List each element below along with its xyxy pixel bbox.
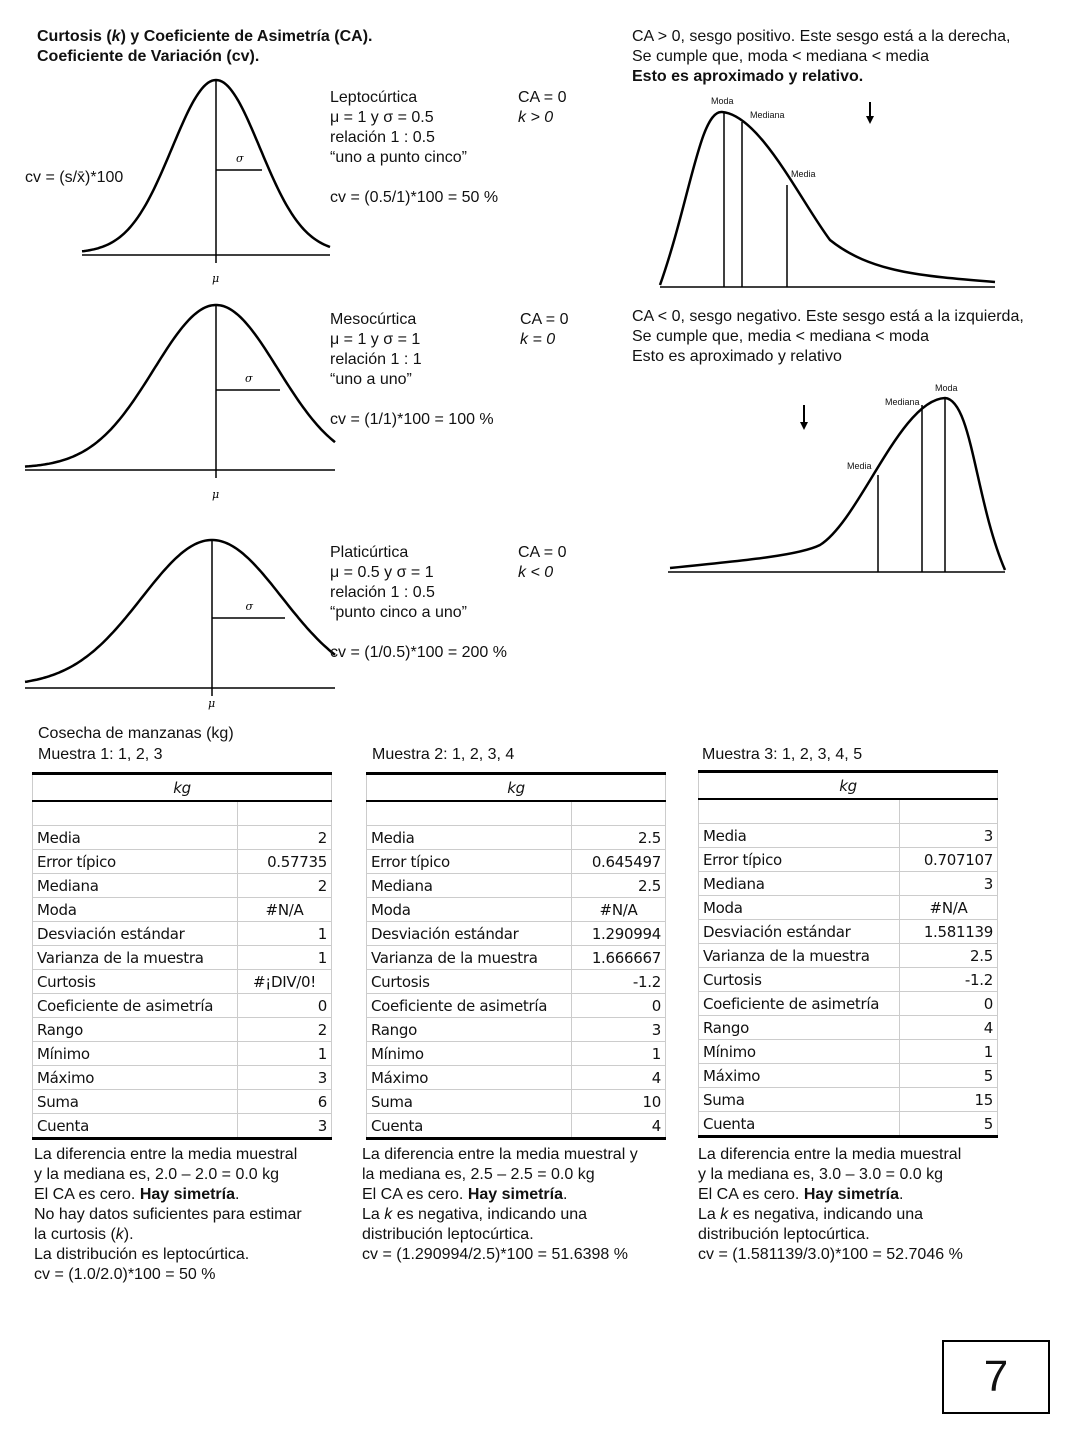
stat-value: -1.2 xyxy=(572,970,666,994)
table-row xyxy=(33,946,332,970)
stat-label: Rango xyxy=(367,1018,572,1042)
stat-value: 4 xyxy=(572,1114,666,1139)
moda-label: Moda xyxy=(711,96,734,106)
stat-value: 2 xyxy=(238,826,332,850)
table-row xyxy=(367,874,666,898)
negative-skew-curve xyxy=(670,398,1005,570)
table-row xyxy=(367,1114,666,1139)
stat-label: Varianza de la muestra xyxy=(699,944,900,968)
stat-value: 3 xyxy=(572,1018,666,1042)
stat-value: 0.645497 xyxy=(572,850,666,874)
table-row xyxy=(33,826,332,850)
bell-curve xyxy=(82,80,330,251)
table-row xyxy=(699,1016,998,1040)
table-row xyxy=(367,922,666,946)
curve-coefficients: CA = 0 k < 0 xyxy=(518,544,567,581)
stat-label: Suma xyxy=(699,1088,900,1112)
stat-value: 15 xyxy=(900,1088,998,1112)
sample-title: Muestra 2: 1, 2, 3, 4 xyxy=(372,746,515,763)
stat-value: 1 xyxy=(238,946,332,970)
stat-label: Desviación estándar xyxy=(33,922,238,946)
curve-coefficients: CA = 0 k > 0 xyxy=(518,89,567,126)
stat-value: #N/A xyxy=(572,898,666,922)
table-row xyxy=(699,896,998,920)
stat-label: Media xyxy=(33,826,238,850)
mu-label: μ xyxy=(208,697,216,710)
stat-value: 0.57735 xyxy=(238,850,332,874)
stat-label: Moda xyxy=(367,898,572,922)
media-label: Media xyxy=(847,461,872,471)
stat-value: #N/A xyxy=(900,896,998,920)
stat-label: Cuenta xyxy=(367,1114,572,1139)
arrow-down-icon xyxy=(800,422,808,430)
table-row xyxy=(367,994,666,1018)
stat-value: #¡DIV/0! xyxy=(238,970,332,994)
stat-value: 5 xyxy=(900,1112,998,1137)
stat-value: 3 xyxy=(900,824,998,848)
stat-label: Mínimo xyxy=(699,1040,900,1064)
table-header: kg xyxy=(367,774,666,802)
table-row xyxy=(33,874,332,898)
stat-label: Suma xyxy=(367,1090,572,1114)
table-row xyxy=(33,898,332,922)
stat-value: 0 xyxy=(900,992,998,1016)
stat-label: Moda xyxy=(699,896,900,920)
arrow-down-icon xyxy=(866,116,874,124)
stat-label: Error típico xyxy=(367,850,572,874)
stat-label: Varianza de la muestra xyxy=(33,946,238,970)
sigma-label: σ xyxy=(245,372,253,385)
mediana-label: Mediana xyxy=(750,110,785,120)
stat-label: Mínimo xyxy=(367,1042,572,1066)
table-row xyxy=(699,944,998,968)
table-row xyxy=(33,1066,332,1090)
stat-value: 0 xyxy=(238,994,332,1018)
stat-value: 6 xyxy=(238,1090,332,1114)
table-header: kg xyxy=(699,772,998,800)
stat-label: Rango xyxy=(699,1016,900,1040)
stat-value: 1 xyxy=(238,922,332,946)
stat-value: 1.666667 xyxy=(572,946,666,970)
positive-skew-text: CA > 0, sesgo positivo. Este sesgo está a la derecha, Se cumple que, moda < mediana < media Esto es aproximado y relativo. xyxy=(632,28,1011,85)
stat-label: Mediana xyxy=(367,874,572,898)
stat-value: 1.581139 xyxy=(900,920,998,944)
stat-label: Curtosis xyxy=(367,970,572,994)
stat-value: #N/A xyxy=(238,898,332,922)
table-row xyxy=(33,1090,332,1114)
bell-curve xyxy=(25,540,335,682)
table-row xyxy=(699,920,998,944)
table-row xyxy=(367,1042,666,1066)
stat-value: 2.5 xyxy=(572,874,666,898)
table-row xyxy=(699,1064,998,1088)
curve-description: Mesocúrtica μ = 1 y σ = 1 relación 1 : 1 “uno a uno” cv = (1/1)*100 = 100 % xyxy=(330,311,494,428)
stat-value: 10 xyxy=(572,1090,666,1114)
page-number: 7 xyxy=(942,1340,1050,1414)
stat-value: 2.5 xyxy=(572,826,666,850)
stat-value: 2.5 xyxy=(900,944,998,968)
table-row xyxy=(699,992,998,1016)
stats-table xyxy=(698,770,998,1138)
stat-value: 1 xyxy=(900,1040,998,1064)
stat-label: Desviación estándar xyxy=(699,920,900,944)
mu-label: μ xyxy=(212,488,220,501)
table-row xyxy=(367,946,666,970)
positive-skew-curve xyxy=(660,112,995,285)
stat-value: 2 xyxy=(238,1018,332,1042)
stat-label: Mínimo xyxy=(33,1042,238,1066)
stat-label: Moda xyxy=(33,898,238,922)
stat-label: Curtosis xyxy=(33,970,238,994)
table-row xyxy=(33,850,332,874)
stat-value: 1 xyxy=(238,1042,332,1066)
stat-label: Media xyxy=(699,824,900,848)
moda-label: Moda xyxy=(935,383,958,393)
stat-label: Coeficiente de asimetría xyxy=(367,994,572,1018)
stat-label: Coeficiente de asimetría xyxy=(699,992,900,1016)
stat-label: Máximo xyxy=(33,1066,238,1090)
sample-notes: La diferencia entre la media muestral y la mediana es, 2.0 – 2.0 = 0.0 kg El CA es cero. Hay simetría. No hay datos suficientes para estimar la curtosis (k). La distribución es leptocúrtica. cv = (1.0/2.0)*100 = 50 % xyxy=(34,1146,302,1283)
stat-label: Rango xyxy=(33,1018,238,1042)
page-title: Curtosis (k) y Coeficiente de Asimetría (CA). Coeficiente de Variación (cv). xyxy=(37,28,373,65)
stat-label: Suma xyxy=(33,1090,238,1114)
table-header: kg xyxy=(33,774,332,802)
stat-value: 1 xyxy=(572,1042,666,1066)
stat-label: Error típico xyxy=(33,850,238,874)
stat-label: Coeficiente de asimetría xyxy=(33,994,238,1018)
stats-table xyxy=(366,772,666,1140)
stat-value: 0 xyxy=(572,994,666,1018)
stat-label: Error típico xyxy=(699,848,900,872)
stat-label: Cuenta xyxy=(699,1112,900,1137)
table-row xyxy=(699,968,998,992)
table-row xyxy=(699,1040,998,1064)
table-row xyxy=(699,1112,998,1137)
table-row xyxy=(367,1090,666,1114)
curve-coefficients: CA = 0 k = 0 xyxy=(520,311,569,348)
sample-title: Muestra 1: 1, 2, 3 xyxy=(38,746,163,763)
table-row xyxy=(699,1088,998,1112)
stat-label: Máximo xyxy=(367,1066,572,1090)
table-row xyxy=(367,850,666,874)
table-row xyxy=(699,872,998,896)
stat-label: Mediana xyxy=(699,872,900,896)
sample-notes: La diferencia entre la media muestral y la mediana es, 2.5 – 2.5 = 0.0 kg El CA es cero. Hay simetría. La k es negativa, indicando una distribución leptocúrtica. cv = (1.290994/2.5)*100 = 51.6398 % xyxy=(362,1146,638,1263)
stat-value: 1.290994 xyxy=(572,922,666,946)
stat-label: Desviación estándar xyxy=(367,922,572,946)
harvest-title: Cosecha de manzanas (kg) xyxy=(38,725,234,742)
table-row xyxy=(33,1042,332,1066)
stat-value: 4 xyxy=(900,1016,998,1040)
stat-value: 3 xyxy=(238,1114,332,1139)
table-row xyxy=(367,826,666,850)
sigma-label: σ xyxy=(236,152,244,165)
sample-title: Muestra 3: 1, 2, 3, 4, 5 xyxy=(702,746,863,763)
sample-notes: La diferencia entre la media muestral y la mediana es, 3.0 – 3.0 = 0.0 kg El CA es cero. Hay simetría. La k es negativa, indicando una distribución leptocúrtica. cv = (1.581139/3.0)*100 = 52.7046 % xyxy=(698,1146,963,1263)
table-row xyxy=(367,970,666,994)
table-row xyxy=(699,824,998,848)
table-row xyxy=(33,1018,332,1042)
stat-label: Máximo xyxy=(699,1064,900,1088)
stat-value: 0.707107 xyxy=(900,848,998,872)
table-row xyxy=(367,1018,666,1042)
stat-label: Media xyxy=(367,826,572,850)
table-row xyxy=(367,1066,666,1090)
media-label: Media xyxy=(791,169,816,179)
curve-description: Platicúrtica μ = 0.5 y σ = 1 relación 1 : 0.5 “punto cinco a uno” cv = (1/0.5)*100 = 200 % xyxy=(330,544,507,661)
stat-value: 2 xyxy=(238,874,332,898)
table-row xyxy=(33,994,332,1018)
stat-label: Cuenta xyxy=(33,1114,238,1139)
table-row xyxy=(33,970,332,994)
mu-label: μ xyxy=(212,272,220,285)
stat-value: -1.2 xyxy=(900,968,998,992)
bell-curve xyxy=(25,305,335,467)
table-row xyxy=(367,898,666,922)
table-row xyxy=(33,922,332,946)
stats-table xyxy=(32,772,332,1140)
mediana-label: Mediana xyxy=(885,397,920,407)
stat-label: Curtosis xyxy=(699,968,900,992)
stat-label: Varianza de la muestra xyxy=(367,946,572,970)
stat-label: Mediana xyxy=(33,874,238,898)
stat-value: 4 xyxy=(572,1066,666,1090)
stat-value: 5 xyxy=(900,1064,998,1088)
table-row xyxy=(699,848,998,872)
table-row xyxy=(33,1114,332,1139)
stat-value: 3 xyxy=(900,872,998,896)
curve-description: Leptocúrtica μ = 1 y σ = 0.5 relación 1 : 0.5 “uno a punto cinco” cv = (0.5/1)*100 = 50 % xyxy=(330,89,499,206)
cv-formula: cv = (s/x̄)*100 xyxy=(25,169,124,186)
stat-value: 3 xyxy=(238,1066,332,1090)
sigma-label: σ xyxy=(245,600,254,613)
negative-skew-text: CA < 0, sesgo negativo. Este sesgo está a la izquierda, Se cumple que, media < mediana < moda Esto es aproximado y relativo xyxy=(632,308,1024,365)
